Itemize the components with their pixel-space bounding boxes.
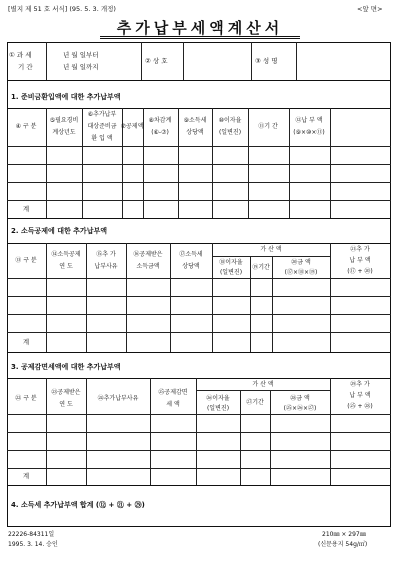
section2-bottom	[7, 352, 391, 353]
section2-col-line	[126, 243, 127, 352]
paper-size: 210㎜ × 297㎜	[322, 531, 366, 538]
s1-col-net: ⑧차감계	[148, 117, 172, 124]
s3-col-exempt-tax-2: 세 액	[166, 401, 180, 408]
info-row-bottom	[7, 80, 391, 81]
section1-row-line	[7, 200, 391, 201]
s3-col-additional: ㉙추 가	[350, 381, 370, 388]
s1-col-year: ⑤필요경비	[49, 117, 79, 124]
form-frame	[7, 42, 391, 527]
section2-group-line	[212, 256, 330, 257]
s3-col-reason: ㉔추가납부사유	[97, 395, 139, 402]
section2-row-line	[7, 296, 391, 297]
section3-row-line	[7, 450, 391, 451]
section3-bottom	[7, 485, 391, 486]
s1-total-label: 계	[22, 205, 30, 213]
s2-col-reason: ⑮추 가	[96, 251, 116, 258]
section1-row-line	[7, 182, 391, 183]
section1-col-line	[330, 108, 331, 218]
section2-col-line	[272, 256, 273, 352]
section1-col-line	[289, 108, 290, 218]
section3-group-line	[196, 390, 330, 391]
s3-col-amount: ㉘금 액	[290, 395, 310, 402]
s1-col-payment-2: (⑨×⑩×⑪)	[293, 129, 325, 136]
section2-col-line	[330, 243, 331, 352]
s2-group-surcharge: 가 산 액	[260, 246, 282, 253]
s3-col-additional-2: 납 부 액	[349, 392, 371, 399]
section3-col-line	[150, 378, 151, 485]
section3-col-line	[86, 378, 87, 485]
period-from: 년 월 일부터	[63, 51, 99, 59]
s2-col-year: ⑭소득공제	[51, 251, 81, 258]
section1-row-line	[7, 164, 391, 165]
form-code: 22226-84311일	[8, 531, 55, 538]
section3-table-top	[7, 378, 391, 379]
s2-col-reason-2: 납부사유	[94, 263, 118, 270]
section1-col-line	[212, 108, 213, 218]
section1-table-top	[7, 108, 391, 109]
info-divider	[251, 42, 252, 80]
s1-col-payment: ⑫납 부 액	[295, 117, 323, 124]
s2-col-deducted: ⑯공제받은	[133, 251, 163, 258]
info-divider	[46, 42, 47, 80]
period-label: ① 과 세	[9, 51, 32, 59]
paper-spec: (신문용지 54g/㎡)	[318, 541, 368, 548]
info-divider	[296, 42, 297, 80]
s3-total-label: 계	[22, 472, 30, 480]
section3-col-line	[240, 390, 241, 485]
s1-col-income-tax-2: 상당액	[186, 129, 204, 136]
section2-col-line	[46, 243, 47, 352]
s1-col-year-2: 계상년도	[52, 129, 76, 136]
s3-col-year: ㉓공제받은	[51, 389, 81, 396]
section1-col-line	[46, 108, 47, 218]
s2-col-interest: ⑱이자율	[219, 259, 243, 266]
section2-header-bottom	[7, 278, 391, 279]
s1-col-interest: ⑩이자율	[218, 117, 242, 124]
s1-col-reserve: ⑥추가납부	[87, 111, 117, 118]
s2-col-income-tax-2: 상당액	[182, 263, 200, 270]
taxpayer-name-label: ③ 성 명	[255, 57, 278, 65]
s3-col-period: ㉗기간	[246, 399, 264, 406]
section4-title: 4. 소득세 추가납부액 합계 (⑫ + ㉑ + ㉙)	[11, 501, 145, 509]
s3-col-year-2: 연 도	[59, 401, 73, 408]
section3-row-line	[7, 432, 391, 433]
form-title: 추가납부세액계산서	[116, 19, 284, 37]
period-to: 년 월 일까지	[63, 63, 99, 71]
s3-col-division: ㉒ 구 분	[15, 395, 37, 402]
section2-table-top	[7, 243, 391, 244]
s3-col-interest-2: (일변진)	[206, 405, 230, 412]
s1-col-period: ⑪기 간	[258, 123, 278, 130]
section3-col-line	[330, 378, 331, 485]
s3-col-exempt-tax: ㉕공제감면	[158, 389, 188, 396]
s2-col-additional-2: 납 부 액	[349, 257, 371, 264]
s2-col-income-tax: ⑰소득세	[179, 251, 203, 258]
section3-row-line	[7, 468, 391, 469]
section2-col-line	[212, 243, 213, 352]
title-underline	[100, 36, 300, 37]
title-underline-2	[100, 38, 300, 39]
section2-row-line	[7, 314, 391, 315]
s2-col-amount: ⑳금 액	[291, 259, 311, 266]
s3-group-surcharge: 가 산 액	[252, 381, 274, 388]
section3-title: 3. 공제감면세액에 대한 추가납부액	[11, 363, 121, 371]
s2-col-deducted-2: 소득금액	[136, 263, 160, 270]
section1-col-line	[178, 108, 179, 218]
s2-col-year-2: 연 도	[59, 263, 73, 270]
s1-col-net-2: (⑥-⑦)	[151, 129, 169, 136]
s2-col-division: ⑬ 구 분	[15, 257, 37, 264]
s1-col-deduction: ⑦공제액	[120, 123, 144, 130]
s1-col-reserve-3: 환 입 액	[91, 135, 113, 142]
page-side-label: <앞 면>	[357, 5, 383, 13]
form-number: [별지 제 51 호 서식] (95. 5. 3. 개정)	[8, 5, 116, 13]
section1-col-line	[82, 108, 83, 218]
section2-col-line	[250, 256, 251, 352]
section2-col-line	[170, 243, 171, 352]
s2-col-period: ⑲기간	[252, 264, 270, 271]
section1-bottom	[7, 218, 391, 219]
s1-col-income-tax: ⑨소득세	[183, 117, 207, 124]
s1-col-reserve-2: 대상준비금	[87, 123, 117, 130]
s3-col-amount-2: (㉕×㉖×㉗)	[283, 405, 317, 412]
section2-title: 2. 소득공제에 대한 추가납부액	[11, 227, 107, 235]
s2-col-interest-2: (일변진)	[219, 269, 243, 276]
s1-col-division: ④ 구 분	[15, 123, 37, 130]
section3-col-line	[46, 378, 47, 485]
s1-col-interest-2: (일변진)	[218, 129, 242, 136]
section1-col-line	[248, 108, 249, 218]
info-divider	[141, 42, 142, 80]
info-divider	[183, 42, 184, 80]
trade-name-label: ② 상 호	[145, 57, 168, 65]
section3-col-line	[196, 378, 197, 485]
section1-title: 1. 준비금환입액에 대한 추가납부액	[11, 93, 121, 101]
s2-col-additional: ㉑추 가	[350, 246, 370, 253]
approval-date: 1995. 3. 14. 승인	[8, 541, 58, 548]
period-label-2: 기 간	[18, 63, 33, 71]
section1-header-bottom	[7, 146, 391, 147]
section3-header-bottom	[7, 414, 391, 415]
s3-col-interest: ㉖이자율	[206, 395, 230, 402]
s2-col-amount-2: (⑰×⑱×⑲)	[284, 269, 318, 276]
section3-col-line	[270, 390, 271, 485]
s2-col-additional-3: (⑰ + ⑳)	[347, 268, 373, 275]
s3-col-additional-3: (㉕ + ㉘)	[347, 403, 373, 410]
section2-col-line	[86, 243, 87, 352]
section2-row-line	[7, 332, 391, 333]
s2-total-label: 계	[22, 338, 30, 346]
